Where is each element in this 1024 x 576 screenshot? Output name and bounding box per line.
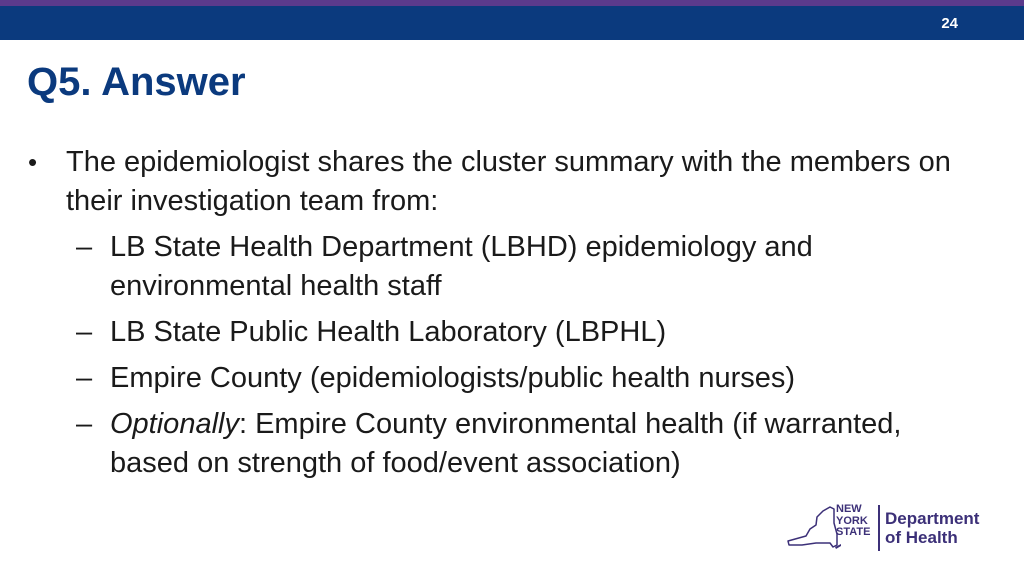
logo-state-text: NEW YORK STATE	[836, 503, 871, 538]
nys-doh-logo	[786, 503, 996, 555]
sub-bullet-item	[76, 228, 988, 306]
sub-bullet-text: Optionally: Empire County environmental health (if warranted, based on strength of food/event association)	[110, 408, 902, 479]
bullet-list	[28, 143, 988, 483]
dash-icon: –	[76, 231, 93, 263]
slide-number: 24	[941, 15, 958, 32]
optional-emphasis: Optionally	[110, 408, 239, 440]
sub-bullet-text: LB State Public Health Laboratory (LBPHL)	[110, 316, 667, 348]
bullet-item	[28, 143, 988, 221]
sub-bullet-item	[76, 313, 988, 352]
sub-bullet-text: Empire County (epidemiologists/public health nurses)	[110, 362, 796, 394]
sub-bullet-item	[76, 405, 988, 483]
header-band	[0, 6, 1024, 40]
logo-divider	[878, 505, 880, 551]
sub-bullet-item	[76, 359, 988, 398]
slide-title: Q5. Answer	[27, 60, 246, 104]
dash-icon: –	[76, 408, 93, 440]
logo-department-text: Department of Health	[885, 509, 980, 547]
bullet-text: The epidemiologist shares the cluster summary with the members on their investigation team from:	[66, 146, 951, 217]
dash-icon: –	[76, 362, 93, 394]
bullet-dot-icon: •	[28, 147, 38, 177]
new-york-state-map-icon	[786, 503, 842, 555]
dash-icon: –	[76, 316, 93, 348]
sub-bullet-text: LB State Health Department (LBHD) epidemiology and environmental health staff	[110, 231, 813, 302]
